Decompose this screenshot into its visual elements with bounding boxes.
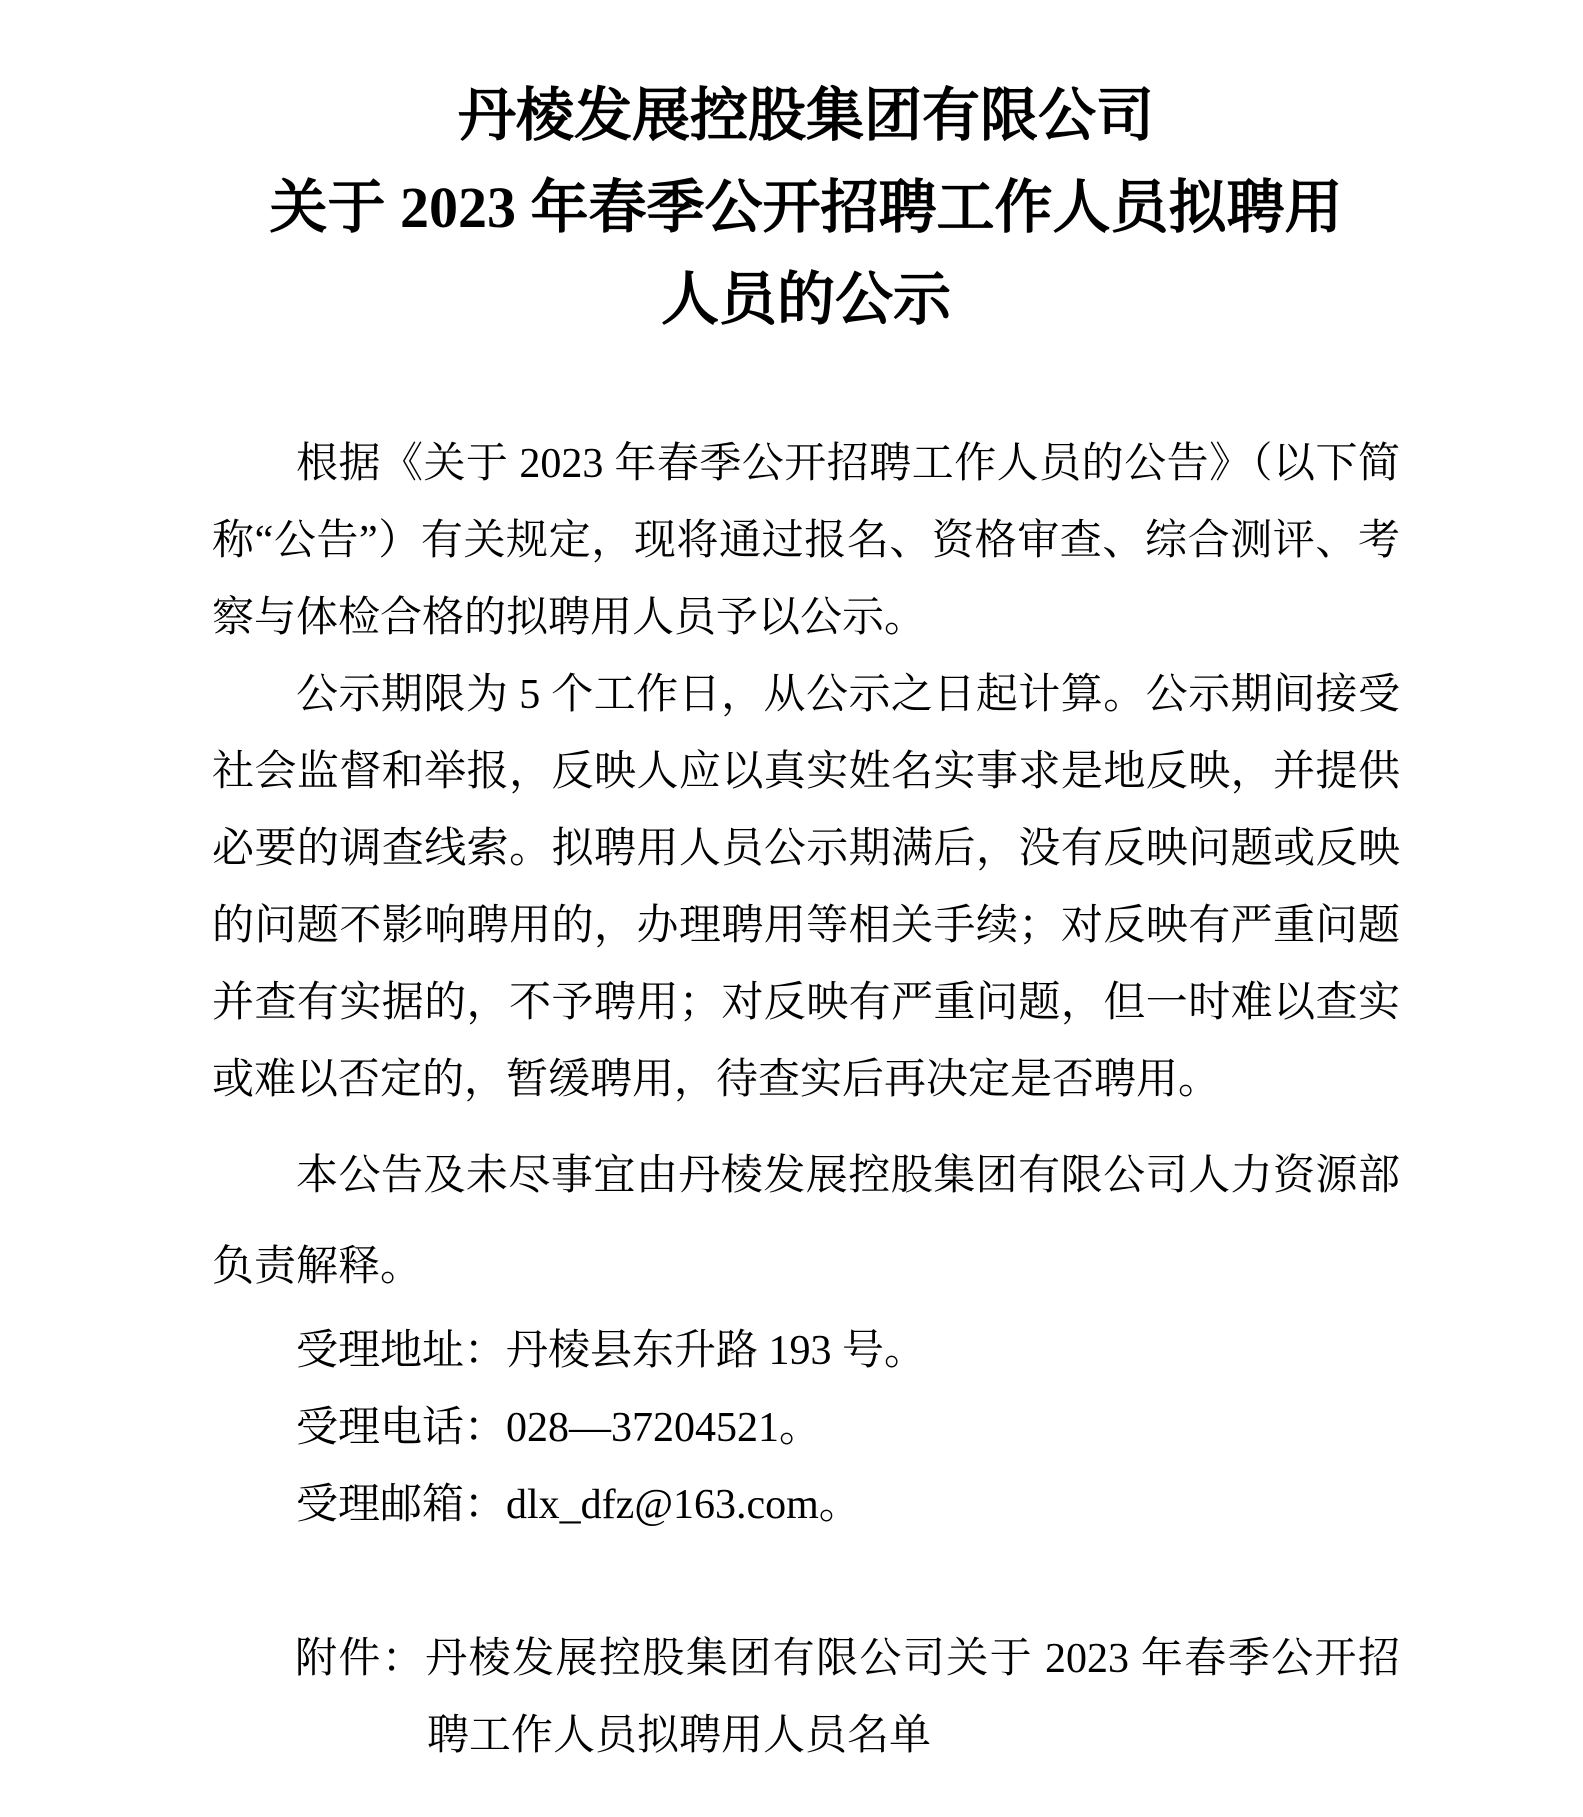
contact-address-label: 受理地址：	[296, 1328, 507, 1374]
attachment-title: 丹棱发展控股集团有限公司关于 2023 年春季公开招聘工作人员拟聘用人员名单	[425, 1636, 1400, 1759]
paragraph-basis: 根据《关于 2023 年春季公开招聘工作人员的公告》（以下简称“公告”）有关规定，现将通过报名、资格审查、综合测评、考察与体检合格的拟聘用人员予以公示。	[212, 441, 1400, 641]
attachment-label: 附件：	[295, 1636, 426, 1682]
title-line-company-name: 丹棱发展控股集团有限公司	[457, 83, 1154, 148]
paragraph-publicity-period: 公示期限为 5 个工作日，从公示之日起计算。公示期间接受社会监督和举报，反映人应以真实姓名实事求是地反映，并提供必要的调查线索。拟聘用人员公示期满后，没有反映问题或反映的问题不影响聘用的，办理聘用等相关手续；对反映有严重问题并查有实据的，不予聘用；对反映有严重问题，但一时难以查实或难以否定的，暂缓聘用，待查实后再决定是否聘用。	[212, 672, 1400, 1103]
contact-phone-label: 受理电话：	[296, 1405, 507, 1451]
document-title	[212, 70, 1400, 346]
title-line-subject: 关于 2023 年春季公开招聘工作人员拟聘用	[269, 175, 1343, 240]
contact-email-value: dlx_dfz@163.com。	[506, 1482, 861, 1528]
title-line-subject-continued: 人员的公示	[660, 267, 951, 332]
contact-email-line	[212, 1467, 1400, 1544]
contact-address-value: 丹棱县东升路 193 号。	[506, 1328, 927, 1374]
contact-email-label: 受理邮箱：	[296, 1482, 507, 1528]
contact-phone-line	[212, 1390, 1400, 1467]
paragraph-interpretation: 本公告及未尽事宜由丹棱发展控股集团有限公司人力资源部负责解释。	[212, 1153, 1400, 1290]
contact-address-line	[212, 1313, 1400, 1390]
attachment-line	[212, 1621, 1400, 1775]
contact-phone-value: 028—37204521。	[506, 1405, 822, 1451]
